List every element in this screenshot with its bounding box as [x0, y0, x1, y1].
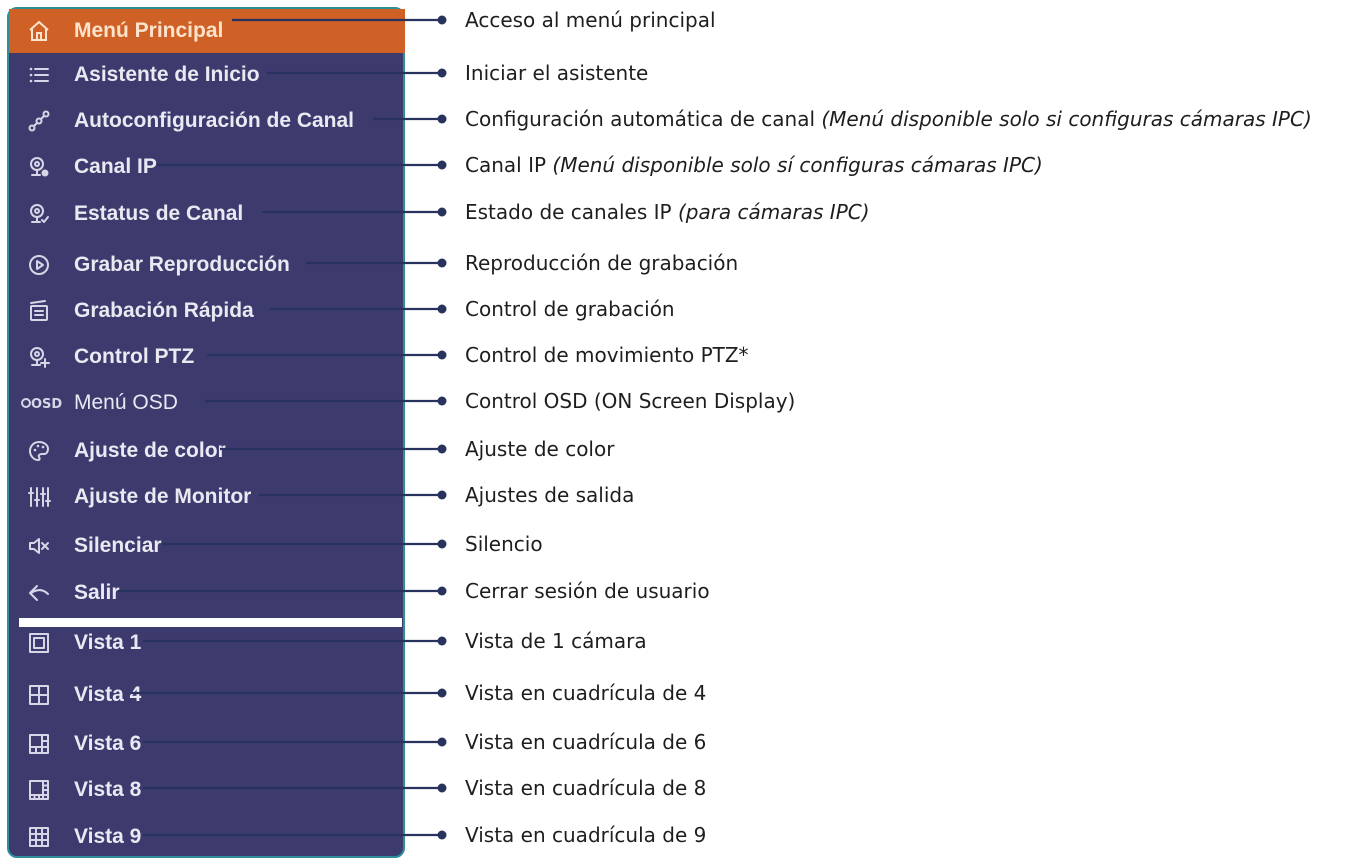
description-control-ptz: [465, 340, 749, 370]
view-4-icon: [22, 675, 56, 715]
menu-item-label: Ajuste de Monitor: [74, 485, 252, 508]
home-icon: [22, 9, 56, 53]
description-text: Cerrar sesión de usuario: [465, 579, 710, 603]
leader-dot: [438, 831, 447, 840]
leader-dot: [438, 587, 447, 596]
description-text: Acceso al menú principal: [465, 8, 716, 32]
description-note: (Menú disponible solo si configuras cámaras IPC): [821, 107, 1312, 131]
mute-icon: [22, 526, 56, 566]
leader-dot: [438, 69, 447, 78]
menu-item-label: Grabación Rápida: [74, 299, 254, 322]
menu-item-label: Vista 6: [74, 732, 142, 755]
menu-item-ajuste-de-color[interactable]: [18, 431, 404, 471]
menu-item-grabacion-rapida[interactable]: [18, 291, 404, 331]
description-note: (para cámaras IPC): [677, 200, 870, 224]
description-text: Configuración automática de canal: [465, 107, 822, 131]
menu-item-label: Menú OSD: [74, 391, 178, 414]
view-1-icon: [22, 623, 56, 663]
description-text: Ajuste de color: [465, 437, 615, 461]
menu-item-control-ptz[interactable]: [18, 337, 404, 377]
leader-dot: [438, 738, 447, 747]
leader-dot: [438, 689, 447, 698]
leader-dot: [438, 305, 447, 314]
description-ajuste-de-monitor: [465, 480, 634, 510]
description-text: Vista de 1 cámara: [465, 629, 647, 653]
description-grabar-reproduccion: [465, 248, 738, 278]
menu-item-label: Autoconfiguración de Canal: [74, 109, 355, 132]
description-text: Iniciar el asistente: [465, 61, 649, 85]
leader-dot: [438, 491, 447, 500]
description-menu-osd: [465, 386, 795, 416]
camera-check-icon: [22, 194, 56, 234]
description-menu-principal: [465, 5, 716, 35]
camera-dot-icon: [22, 147, 56, 187]
description-autoconfiguracion-de-canal: [465, 104, 1312, 134]
description-text: Vista en cuadrícula de 6: [465, 730, 707, 754]
leader-dot: [438, 161, 447, 170]
description-text: Vista en cuadrícula de 4: [465, 681, 707, 705]
leader-dot: [438, 637, 447, 646]
leader-dot: [438, 540, 447, 549]
description-vista-8: [465, 773, 706, 803]
description-vista-9: [465, 820, 706, 850]
list-icon: [22, 55, 56, 95]
menu-item-menu-principal[interactable]: [9, 9, 405, 53]
main-menu-panel: [7, 7, 405, 858]
palette-icon: [22, 431, 56, 471]
leader-dot: [438, 259, 447, 268]
leader-dot: [438, 351, 447, 360]
leader-dot: [438, 115, 447, 124]
menu-item-label: Vista 8: [74, 778, 142, 801]
leader-dot: [438, 208, 447, 217]
description-vista-1: [465, 626, 647, 656]
description-text: Vista en cuadrícula de 9: [465, 823, 707, 847]
description-text: Control de grabación: [465, 297, 675, 321]
menu-item-label: Vista 9: [74, 825, 142, 848]
menu-item-estatus-de-canal[interactable]: [18, 194, 404, 234]
menu-item-label: Ajuste de color: [74, 439, 226, 462]
menu-item-salir[interactable]: [18, 573, 404, 613]
menu-item-label: Vista 4: [74, 683, 142, 706]
menu-item-label: Salir: [74, 581, 120, 604]
view-8-icon: [22, 770, 56, 810]
menu-item-vista-9[interactable]: [18, 817, 404, 857]
osd-icon: [18, 383, 63, 423]
leader-dot: [438, 445, 447, 454]
sliders-icon: [22, 477, 56, 517]
menu-item-silenciar[interactable]: [18, 526, 404, 566]
view-9-icon: [22, 817, 56, 857]
description-salir: [465, 576, 710, 606]
exit-icon: [22, 573, 56, 613]
leader-dot: [438, 397, 447, 406]
menu-item-vista-8[interactable]: [18, 770, 404, 810]
description-text: Reproducción de grabación: [465, 251, 739, 275]
leader-dot: [438, 784, 447, 793]
description-ajuste-de-color: [465, 434, 614, 464]
record-icon: [22, 291, 56, 331]
description-text: Control de movimiento PTZ*: [465, 343, 749, 367]
description-canal-ip: [465, 150, 1043, 180]
menu-divider: [19, 618, 402, 627]
description-estatus-de-canal: [465, 197, 870, 227]
menu-item-vista-1[interactable]: [18, 623, 404, 663]
menu-item-label: Vista 1: [74, 631, 142, 654]
menu-item-ajuste-de-monitor[interactable]: [18, 477, 404, 517]
menu-item-label: Asistente de Inicio: [74, 63, 260, 86]
menu-item-asistente-de-inicio[interactable]: [18, 55, 404, 95]
menu-item-label: Control PTZ: [74, 345, 195, 368]
description-text: Vista en cuadrícula de 8: [465, 776, 707, 800]
description-silenciar: [465, 529, 543, 559]
menu-item-label: Canal IP: [74, 155, 157, 178]
description-asistente-de-inicio: [465, 58, 648, 88]
play-circle-icon: [22, 245, 56, 285]
menu-item-autoconfiguracion-de-canal[interactable]: [18, 101, 404, 141]
description-vista-4: [465, 678, 706, 708]
menu-item-vista-4[interactable]: [18, 675, 404, 715]
leader-dot: [438, 16, 447, 25]
description-text: Estado de canales IP: [465, 200, 678, 224]
menu-item-label: Estatus de Canal: [74, 202, 244, 225]
description-note: (Menú disponible solo sí configuras cámaras IPC): [552, 153, 1043, 177]
menu-item-canal-ip[interactable]: [18, 147, 404, 187]
nodes-icon: [22, 101, 56, 141]
menu-item-label: Menú Principal: [74, 19, 224, 42]
menu-item-label: Grabar Reproducción: [74, 253, 290, 276]
description-grabacion-rapida: [465, 294, 675, 324]
description-text: Control OSD (ON Screen Display): [465, 389, 796, 413]
svg-text:OSD: OSD: [31, 397, 63, 412]
menu-item-label: Silenciar: [74, 534, 162, 557]
view-6-icon: [22, 724, 56, 764]
menu-item-grabar-reproduccion[interactable]: [18, 245, 404, 285]
description-vista-6: [465, 727, 706, 757]
menu-item-vista-6[interactable]: [18, 724, 404, 764]
menu-item-menu-osd[interactable]: [18, 383, 404, 423]
description-text: Silencio: [465, 532, 543, 556]
camera-move-icon: [22, 337, 56, 377]
description-text: Canal IP: [465, 153, 553, 177]
description-text: Ajustes de salida: [465, 483, 635, 507]
